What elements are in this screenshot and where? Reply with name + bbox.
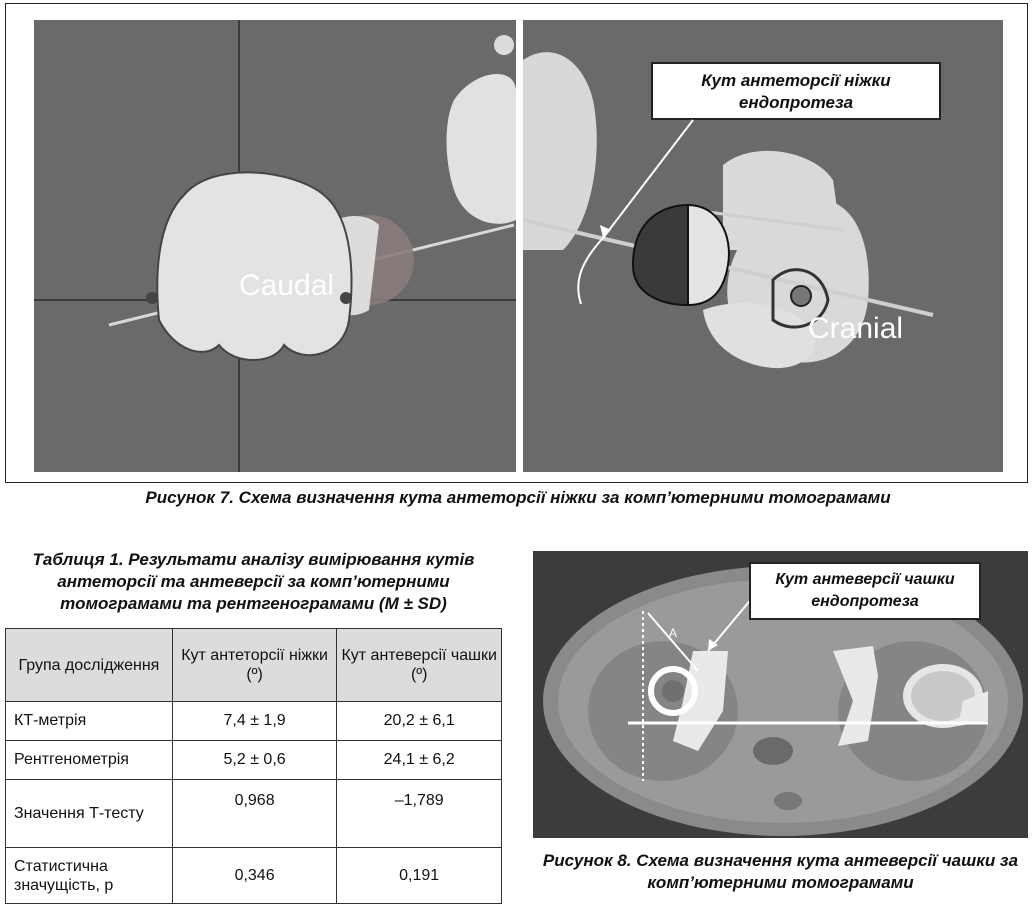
table-row (6, 741, 502, 780)
stem-value: 5,2 ± 0,6 (172, 741, 337, 780)
marker-a: A (669, 626, 678, 640)
results-table (5, 628, 502, 904)
figure-7-caption: Рисунок 7. Схема визначення кута антеторсії ніжки за комп’ютерними томограмами (145, 488, 891, 507)
header-cup-angle: Кут антеверсії чашки (º) (337, 629, 502, 702)
stem-value: 7,4 ± 1,9 (172, 702, 337, 741)
row-label: Значення Т-тесту (6, 780, 173, 848)
femur-3d-illustration (34, 20, 516, 472)
header-stem-angle: Кут антеторсії ніжки (º) (172, 629, 337, 702)
ct-3d-render-left (34, 20, 516, 472)
ct-axial-scan-image (533, 551, 1028, 838)
stem-value: 0,346 (172, 848, 337, 904)
cup-value: 24,1 ± 6,2 (337, 741, 502, 780)
stem-value: 0,968 (172, 780, 337, 848)
cup-value: –1,789 (337, 780, 502, 848)
table-header-row (6, 629, 502, 702)
figure-7-frame (5, 3, 1028, 483)
table-row (6, 702, 502, 741)
row-label: Статистична значущість, p (6, 848, 173, 904)
table-row (6, 780, 502, 848)
callout-leader-line (523, 20, 1003, 472)
figure-8-caption: Рисунок 8. Схема визначення кута антеверсії чашки за комп’ютерними томограмами (542, 851, 1019, 892)
label-caudal: Caudal (239, 269, 335, 302)
cup-value: 0,191 (337, 848, 502, 904)
ct-3d-render-right (523, 20, 1003, 472)
cup-anteversion-callout: Кут антеверсії чашки ендопротеза (749, 562, 981, 620)
table-1-title: Таблиця 1. Результати аналізу вимірювання кутів антеторсії та антеверсії за комп’ютерними томограмами та рентгенограмами (M ± SD) (32, 550, 475, 613)
table-row (6, 848, 502, 904)
label-cranial: Cranial (808, 312, 904, 345)
stem-anteversion-callout: Кут антеторсії ніжки ендопротеза (651, 62, 941, 120)
row-label: Рентгенометрія (6, 741, 173, 780)
row-label: КТ-метрія (6, 702, 173, 741)
header-group: Група дослідження (6, 629, 173, 702)
cup-value: 20,2 ± 6,1 (337, 702, 502, 741)
